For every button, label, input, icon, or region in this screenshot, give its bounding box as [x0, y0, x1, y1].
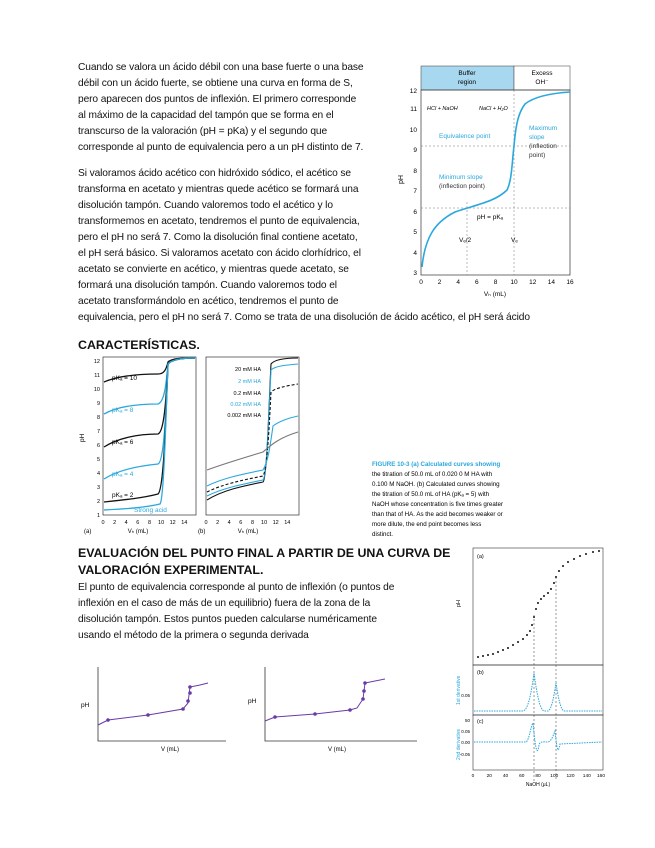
heading-evaluation: EVALUACIÓN DEL PUNTO FINAL A PARTIR DE UNA CURVA DE [78, 546, 451, 560]
y-axis-label: pH [81, 702, 90, 709]
panel-label-b: (b) [198, 529, 206, 535]
text-line: Cuando se valora un ácido débil con una base fuerte o una base [78, 62, 364, 73]
sketch-curve [98, 683, 208, 725]
curve-0002mm [207, 432, 298, 470]
x-axis-label: V (mL) [328, 747, 346, 753]
curve-02mm [207, 384, 298, 492]
x-tick: 10 [158, 520, 165, 526]
data-point [186, 699, 190, 703]
y-tick: 12 [93, 359, 100, 365]
y-tick: 7 [96, 429, 100, 435]
text-line: pero el pH no será 7. Como la disolución final contiene acetato, [78, 232, 358, 243]
caption-line: more dilute, the end point becomes less [372, 521, 482, 528]
caption-line: the titration of 50.0 mL of HA (pKₐ = 5) with [372, 491, 490, 498]
ve-label: Vₑ [511, 237, 518, 244]
x-axis-label: V (mL) [161, 747, 179, 753]
min-slope-label: Minimum slope [439, 174, 483, 181]
text-line: Si valoramos ácido acético con hidróxido sódico, el acético se [78, 168, 351, 179]
x-tick: 160 [596, 774, 606, 779]
text-line: formará una disolución tampón. Cuando valoremos todo el [78, 280, 337, 291]
text-line: inflexión en el caso de más de un equilibrio) fuera de la zona de la [78, 598, 371, 609]
text-line: disolución tampón. Cuando valoremos todo el acético y lo [78, 200, 333, 211]
x-tick: 16 [566, 279, 574, 286]
equivalence-label: Equivalence point [439, 133, 491, 140]
caption-line: FIGURE 10-3 (a) Calculated curves showing [372, 461, 501, 468]
panel-label-b: (b) [477, 670, 484, 676]
caption-line: the titration of 50.0 mL of 0.020 0 M HA with [372, 471, 493, 478]
x-tick: 20 [486, 774, 492, 779]
x-tick: 8 [250, 520, 255, 526]
text-line: equivalencia, pero el pH no será 7. Como se trata de una disolución de ácido acético, el pH será ácido [78, 312, 530, 323]
reaction-label: NaCl + H₂O [479, 106, 508, 112]
heading-evaluation-2: VALORACIÓN EXPERIMENTAL. [78, 563, 264, 577]
x-tick: 10 [261, 520, 268, 526]
curve-label: 0.002 mM HA [227, 413, 261, 419]
x-tick: 140 [582, 774, 591, 779]
text-line: acetato se convierte en acético, y mientras quede acetato, se [78, 264, 349, 275]
y-tick: 2 [96, 499, 100, 505]
x-tick: 0 [471, 774, 475, 779]
text-line: transforma en acetato y mientras quede acético se formará una [78, 184, 359, 195]
data-point [106, 718, 110, 722]
text-line: al máximo de la capacidad del tampón que se forma en el [78, 110, 334, 121]
titration-curve-figure [395, 62, 580, 307]
x-axis-label: Vₕ (mL) [127, 529, 149, 535]
data-point [273, 715, 277, 719]
curve-label: 0.2 mM HA [233, 391, 261, 397]
data-point [188, 691, 192, 695]
curve-label: 2 mM HA [238, 379, 261, 385]
text-line: corresponde al punto de equivalencia pero a un pH distinto de 7. [78, 142, 364, 153]
data-point [348, 708, 352, 712]
data-point [362, 689, 366, 693]
y-tick: 8 [96, 415, 100, 421]
text-line: débil con un ácido fuerte, se obtiene una curva en forma de S, [78, 78, 353, 89]
x-tick: 0 [101, 520, 105, 526]
x-tick: 12 [529, 279, 537, 286]
y-tick: 11 [94, 373, 100, 379]
x-axis-label: NaOH (μL) [525, 782, 551, 788]
curve-label: Strong acid [134, 507, 167, 514]
data-point [363, 681, 367, 685]
y-tick: 0.05 [461, 693, 470, 698]
max-slope-label: slope [529, 134, 545, 141]
text-line: pero aparecen dos puntos de inflexión. El primero corresponde [78, 94, 357, 105]
heading-characteristics: CARACTERÍSTICAS. [78, 338, 200, 352]
data-point [313, 712, 317, 716]
caption-line: NaOH whose concentration is five times greater [372, 501, 504, 508]
sketch-plot-right [245, 665, 420, 760]
data-point [181, 707, 185, 711]
figure-caption [372, 458, 547, 538]
curve-label: pKₐ = 6 [112, 439, 134, 446]
x-tick: 14 [547, 279, 556, 286]
x-tick: 6 [136, 520, 140, 526]
second-derivative-curve [474, 723, 602, 751]
y-axis-label: pH [456, 599, 462, 607]
text-line: acetato transformándolo en acético, tendremos el punto de [78, 296, 339, 307]
curve-label: 20 mM HA [235, 367, 261, 373]
buffer-label: region [457, 79, 477, 86]
y-tick: 0.05 [461, 729, 470, 734]
y-axis-label: 2nd derivative [456, 728, 462, 760]
y-tick: 12 [409, 88, 417, 95]
pka-label: pH = pKₐ [477, 214, 504, 221]
panel-a-frame [473, 548, 603, 665]
caption-line: 0.100 M NaOH. (b) Calculated curves showing [372, 481, 500, 488]
x-tick: 10 [510, 279, 518, 286]
max-slope-label: Maximum [529, 125, 558, 132]
y-tick: 4 [96, 471, 100, 477]
x-tick: 12 [169, 520, 176, 526]
x-axis-label: Vₕ (mL) [237, 529, 259, 535]
x-tick: 2 [216, 520, 220, 526]
panel-label-a: (a) [477, 554, 484, 560]
y-tick: 11 [410, 106, 417, 113]
x-axis-label: Vₕ (mL) [483, 291, 507, 298]
x-tick: 4 [456, 279, 461, 286]
y-axis-label: 1st derivative [456, 675, 462, 705]
y-tick: 3 [413, 270, 417, 277]
x-tick: 100 [550, 774, 559, 779]
buffer-label: Buffer [458, 70, 476, 77]
x-tick: 14 [284, 520, 291, 526]
reaction-label: HCl + NaOH [427, 106, 458, 112]
sketch-plot-left [78, 665, 228, 760]
axes [98, 667, 226, 741]
x-tick: 4 [124, 520, 128, 526]
caption-line: distinct. [372, 531, 393, 538]
y-tick: 9 [96, 401, 100, 407]
curve-label: pKₐ = 4 [112, 471, 134, 478]
y-tick: 1 [96, 513, 100, 519]
y-axis-label: pH [79, 433, 86, 442]
text-line: transformemos en acetato, tendremos el punto de equivalencia, [78, 216, 360, 227]
panel-b-frame [473, 665, 603, 715]
x-tick: 0 [204, 520, 208, 526]
panel-label-c: (c) [477, 719, 484, 725]
text-line: usando el método de la primera o segunda derivada [78, 630, 309, 641]
titration-comparison-figure [78, 352, 338, 542]
y-tick: 10 [409, 127, 417, 134]
sketch-curve [265, 679, 385, 721]
x-tick: 6 [474, 279, 479, 286]
derivative-figure [438, 545, 608, 790]
y-axis-label: pH [398, 175, 405, 184]
y-tick: 7 [413, 188, 417, 195]
caption-line: than that of HA. As the acid becomes weaker or [372, 511, 503, 518]
data-point [188, 685, 192, 689]
curve-label: pKₐ = 8 [112, 407, 134, 414]
curve-pka-8 [104, 358, 195, 414]
x-tick: 40 [502, 774, 509, 779]
y-tick: 50 [464, 718, 470, 723]
curve-002mm [207, 416, 298, 486]
curve-label: 0.02 mM HA [230, 402, 261, 408]
text-line: transcurso de la valoración (pH = pKa) y el segundo que [78, 126, 328, 137]
excess-label: OH⁻ [535, 79, 549, 86]
axes [265, 667, 417, 741]
x-tick: 2 [437, 279, 442, 286]
data-point [361, 697, 365, 701]
x-tick: 4 [227, 520, 231, 526]
x-tick: 14 [181, 520, 188, 526]
x-tick: 8 [493, 279, 498, 286]
y-tick: 10 [93, 387, 100, 393]
x-tick: 0 [419, 279, 423, 286]
ve2-label: Vₑ/2 [459, 237, 472, 244]
y-tick: 9 [413, 147, 417, 154]
x-tick: 12 [272, 520, 279, 526]
max-slope-label: (inflection [529, 143, 557, 150]
min-slope-label: (inflection point) [439, 183, 485, 190]
x-tick: 80 [535, 774, 541, 779]
y-tick: -0.05 [459, 752, 470, 757]
y-axis-label: pH [248, 698, 257, 705]
x-tick: 120 [566, 774, 575, 779]
y-tick: 8 [413, 168, 417, 175]
curve-pka-6 [104, 358, 195, 447]
text-line: disolución tampón. Estos puntos pueden calcularse numéricamente [78, 614, 377, 625]
first-derivative-curve [474, 673, 602, 711]
ph-data-points [477, 550, 600, 658]
x-tick: 6 [239, 520, 243, 526]
x-tick: 60 [519, 774, 525, 779]
y-tick: 6 [413, 209, 417, 216]
text-line: el pH será básico. Si valoramos acetato con ácido clorhídrico, el [78, 248, 361, 259]
max-slope-label: point) [529, 152, 546, 159]
y-tick: 3 [96, 485, 100, 491]
panel-label-a: (a) [84, 529, 92, 535]
data-point [146, 713, 150, 717]
y-tick: 0.00 [461, 740, 470, 745]
curve-label: pKₐ = 2 [112, 492, 134, 499]
y-tick: 5 [96, 457, 100, 463]
y-tick: 5 [413, 229, 417, 236]
x-tick: 2 [113, 520, 117, 526]
excess-label: Excess [531, 70, 553, 77]
text-line: El punto de equivalencia corresponde al punto de inflexión (o puntos de [78, 582, 395, 593]
y-tick: 6 [96, 443, 100, 449]
y-tick: 4 [413, 250, 417, 257]
x-tick: 8 [147, 520, 152, 526]
curve-label: pKₐ = 10 [112, 375, 138, 382]
